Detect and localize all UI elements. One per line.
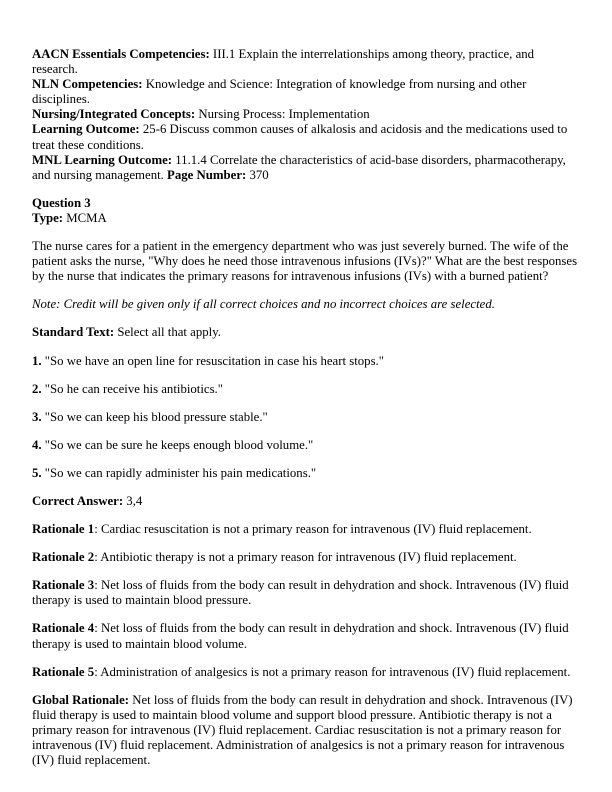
choice-2	[32, 382, 580, 397]
rationale-4	[32, 621, 580, 651]
choice-5	[32, 466, 580, 481]
question-header	[32, 196, 580, 226]
correct-answer-label: Correct Answer:	[32, 493, 124, 508]
meta-aacn-label: AACN Essentials Competencies:	[32, 47, 210, 61]
choice-2-text: "So he can receive his antibiotics."	[41, 381, 223, 396]
correct-answer	[32, 494, 580, 509]
choice-1-number: 1.	[32, 353, 42, 368]
rationale-5	[32, 665, 580, 680]
choice-3-number: 3.	[32, 409, 42, 424]
choice-2-number: 2.	[32, 381, 42, 396]
credit-note: Note: Credit will be given only if all correct choices and no incorrect choices are selected.	[32, 297, 495, 312]
global-rationale-label: Global Rationale:	[32, 692, 130, 707]
choice-1	[32, 354, 580, 369]
choice-5-number: 5.	[32, 465, 42, 480]
rationale-2-text: : Antibiotic therapy is not a primary reason for intravenous (IV) fluid replacement.	[94, 550, 517, 565]
meta-mnl	[32, 153, 580, 183]
rationale-3	[32, 578, 580, 608]
meta-aacn-text: III.1 Explain the interrelationships among theory, practice, and research.	[32, 47, 535, 77]
rationale-1	[32, 522, 580, 537]
global-rationale	[32, 693, 580, 768]
meta-learning-outcome	[32, 122, 580, 152]
meta-mnl-label: MNL Learning Outcome:	[32, 152, 173, 167]
meta-mnl-text: 11.1.4 Correlate the characteristics of acid-base disorders, pharmacotherapy, and nursing management.	[32, 152, 566, 182]
rationale-1-label: Rationale 1	[32, 522, 95, 537]
global-rationale-text: Net loss of fluids from the body can result in dehydration and shock. Intravenous (IV) fluid therapy is used to maintain blood volume and support blood pressure. Antibiotic therapy is not a primary reason for intravenous (IV) fluid replacement. Cardiac resuscitation is not a primary reason for intravenous (IV) fluid replacement. Administration of analgesics is not a primary reason for intravenous (IV) fluid replacement.	[32, 692, 573, 768]
standard-text	[32, 325, 580, 340]
meta-nln-label: NLN Competencies:	[32, 77, 143, 92]
meta-concepts-text: Nursing Process: Implementation	[195, 107, 370, 122]
correct-answer-value: 3,4	[123, 493, 143, 508]
choice-4-number: 4.	[32, 437, 42, 452]
meta-learning-outcome-label: Learning Outcome:	[32, 122, 140, 137]
meta-nln	[32, 77, 580, 107]
meta-learning-outcome-text: 25-6 Discuss common causes of alkalosis and acidosis and the medications used to treat these conditions.	[32, 122, 568, 152]
rationale-3-label: Rationale 3	[32, 578, 95, 593]
meta-concepts-label: Nursing/Integrated Concepts:	[32, 107, 196, 122]
meta-page-number-label: Page Number:	[167, 167, 247, 182]
question-type	[32, 211, 580, 226]
rationale-2	[32, 550, 580, 565]
question-type-label: Type:	[32, 210, 64, 225]
rationale-5-text: : Administration of analgesics is not a primary reason for intravenous (IV) fluid replacement.	[94, 664, 571, 679]
choice-4	[32, 438, 580, 453]
competencies-meta-block	[32, 47, 580, 183]
choice-5-text: "So we can rapidly administer his pain medications."	[41, 465, 317, 480]
rationale-4-text: : Net loss of fluids from the body can result in dehydration and shock. Intravenous (IV) fluid therapy is used to maintain blood volume.	[32, 621, 569, 651]
choice-3-text: "So we can keep his blood pressure stable."	[41, 409, 268, 424]
meta-nln-text: Knowledge and Science: Integration of knowledge from nursing and other disciplines.	[32, 77, 527, 107]
standard-text-label: Standard Text:	[32, 325, 115, 340]
question-type-value: MCMA	[63, 210, 107, 225]
question-stem: The nurse cares for a patient in the emergency department who was just severely burned. The wife of the patient asks the nurse, "Why does he need those intravenous infusions (IVs)?" What are the best responses by the nurse that indicates the primary reasons for intravenous infusions (IVs) with a burned patient?	[32, 239, 578, 284]
rationale-3-text: : Net loss of fluids from the body can result in dehydration and shock. Intravenous (IV) fluid therapy is used to maintain blood pressure.	[32, 578, 569, 608]
meta-page-number-value: 370	[246, 167, 269, 182]
choice-4-text: "So we can be sure he keeps enough blood volume."	[41, 437, 314, 452]
meta-concepts	[32, 107, 580, 122]
rationale-5-label: Rationale 5	[32, 664, 95, 679]
standard-text-value: Select all that apply.	[114, 325, 221, 340]
meta-aacn	[32, 47, 580, 77]
choice-1-text: "So we have an open line for resuscitation in case his heart stops."	[41, 353, 384, 368]
rationale-1-text: : Cardiac resuscitation is not a primary reason for intravenous (IV) fluid replacement.	[94, 522, 532, 537]
rationale-4-label: Rationale 4	[32, 621, 95, 636]
rationale-2-label: Rationale 2	[32, 550, 95, 565]
choice-3	[32, 410, 580, 425]
question-number: Question 3	[32, 195, 91, 210]
